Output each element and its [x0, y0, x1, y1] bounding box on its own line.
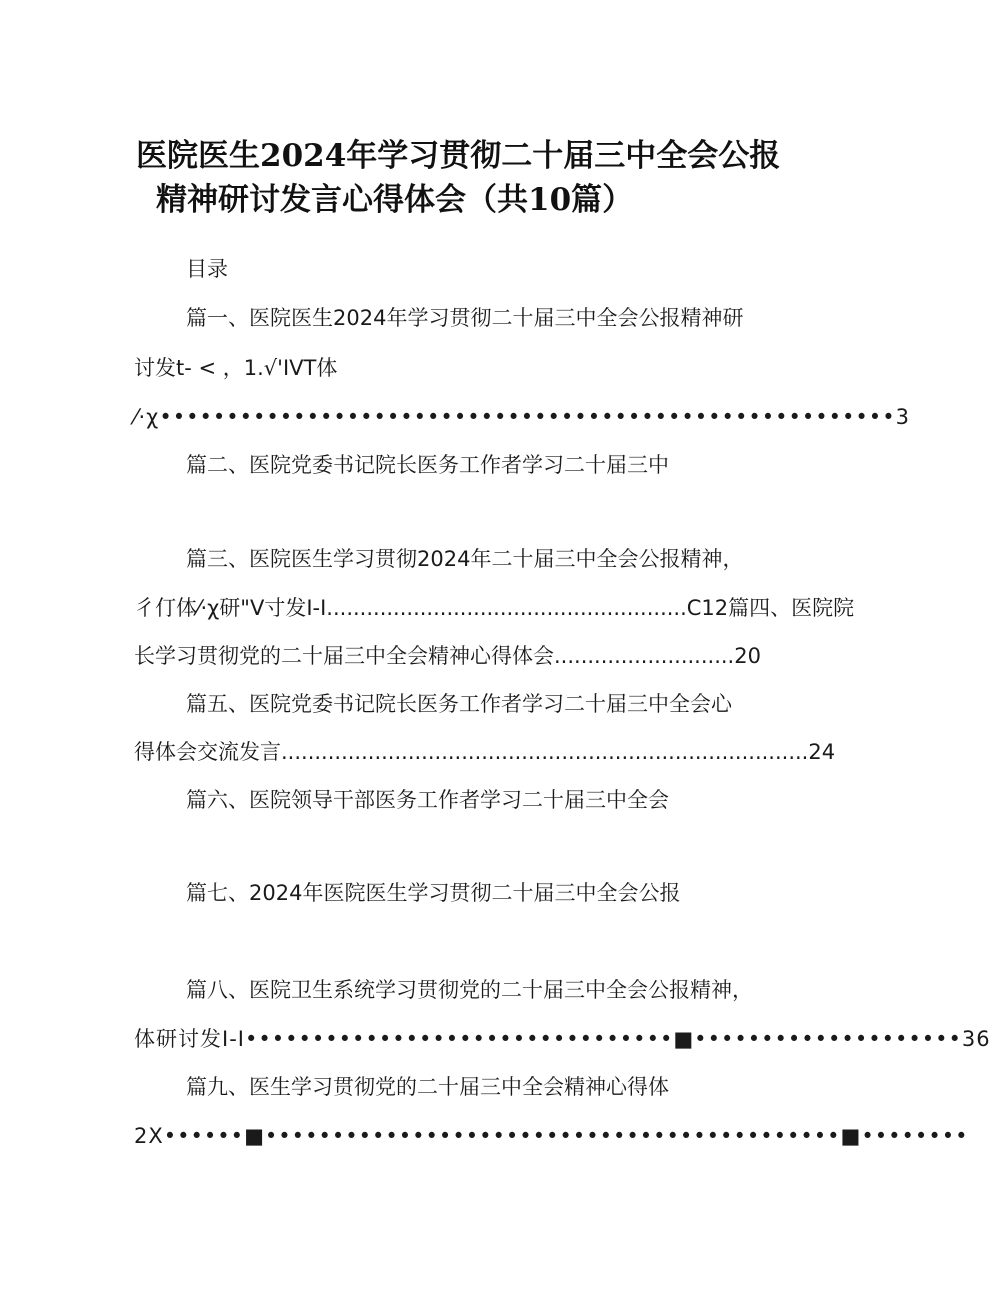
toc-line: 篇一、医院医生2024年学习贯彻二十届三中全会公报精神研 — [186, 306, 744, 330]
toc-line: 体研讨发I-I••••••••••••••••••••••••••••••••■••••••••••••••••••••36 — [134, 1027, 991, 1051]
document-title-line-1: 医院医生2024年学习贯彻二十届三中全会公报 — [136, 138, 781, 174]
toc-line: 长学习贯彻党的二十届三中全会精神心得体会...........................20 — [134, 644, 761, 668]
toc-heading: 目录 — [186, 257, 228, 281]
toc-line: 彳仃体⁄·χ研"V寸发I-I......................................................C12篇四、医院院 — [134, 596, 855, 620]
toc-line: 篇二、医院党委书记院长医务工作者学习二十届三中 — [186, 453, 669, 477]
toc-line: 篇七、2024年医院医生学习贯彻二十届三中全会公报 — [186, 881, 681, 905]
document-title-line-2: 精神研讨发言心得体会（共10篇） — [156, 182, 634, 218]
toc-line: 篇八、医院卫生系统学习贯彻党的二十届三中全会公报精神， — [186, 978, 753, 1002]
toc-line: 2X••••••■•••••••••••••••••••••••••••••••••••••••••••■•••••••• — [134, 1124, 969, 1148]
toc-line: 篇五、医院党委书记院长医务工作者学习二十届三中全会心 — [186, 692, 732, 716]
toc-line: 得体会交流发言...............................................................................24 — [134, 740, 836, 764]
toc-line: 篇三、医院医生学习贯彻2024年二十届三中全会公报精神， — [186, 547, 744, 571]
toc-line: 篇六、医院领导干部医务工作者学习二十届三中全会 — [186, 788, 669, 812]
toc-line: 篇九、医生学习贯彻党的二十届三中全会精神心得体 — [186, 1075, 669, 1099]
toc-line: 讨发t- < ，1.√'IVT体 — [134, 356, 338, 380]
toc-line: ⁄·χ•••••••••••••••••••••••••••••••••••••••••••••••••••••••3 — [134, 405, 910, 429]
